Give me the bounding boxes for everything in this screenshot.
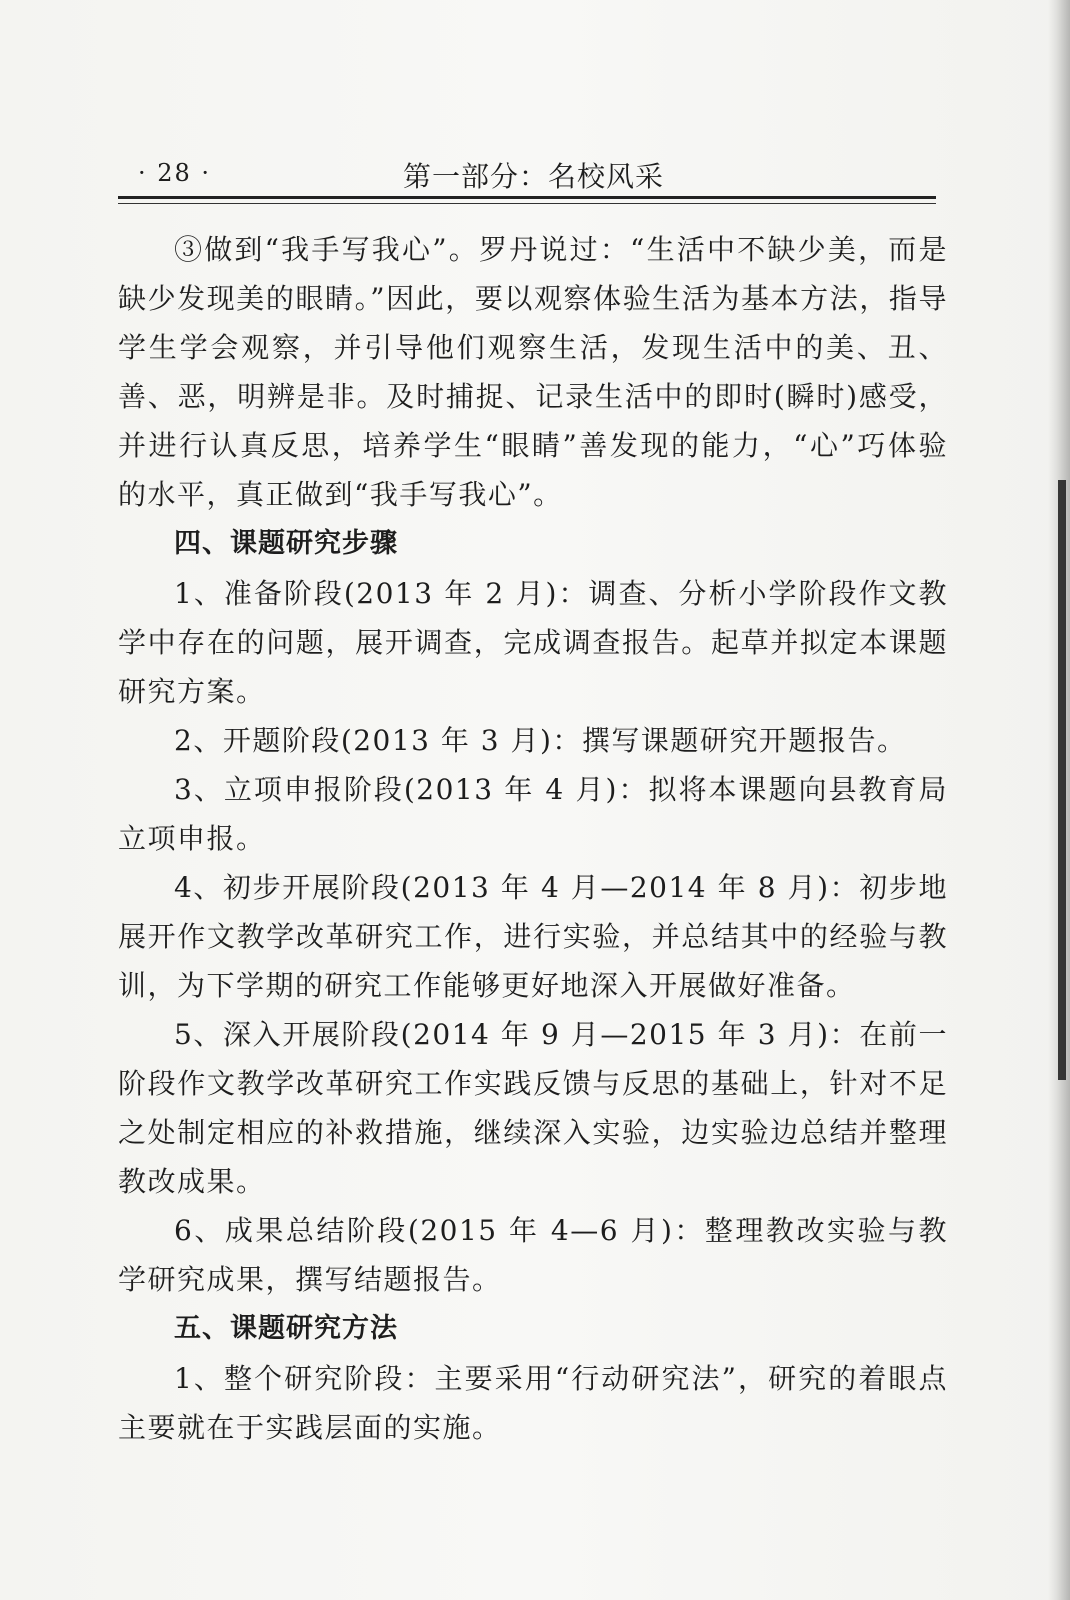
step-6: 6、成果总结阶段(2015 年 4—6 月)：整理教改实验与教学研究成果，撰写结题报告。 [118,1214,948,1296]
step-4: 4、初步开展阶段(2013 年 4 月—2014 年 8 月)：初步地展开作文教学改革研究工作，进行实验，并总结其中的经验与教训，为下学期的研究工作能够更好地深入开展做好准备。 [118,871,948,1002]
page-binding-edge [1058,480,1066,1080]
step-1: 1、准备阶段(2013 年 2 月)：调查、分析小学阶段作文教学中存在的问题，展开调查，完成调查报告。起草并拟定本课题研究方案。 [118,577,948,708]
header-rule-thick [118,196,936,199]
running-title: 第一部分：名校风采 [403,160,665,193]
method-1: 1、整个研究阶段：主要采用“行动研究法”，研究的着眼点主要就在于实践层面的实施。 [118,1362,948,1444]
section-heading-5: 五、课题研究方法 [174,1313,398,1344]
section-heading-4: 四、课题研究步骤 [174,528,398,559]
page-header [118,155,936,191]
step-2: 2、开题阶段(2013 年 3 月)：撰写课题研究开题报告。 [174,724,907,757]
step-3: 3、立项申报阶段(2013 年 4 月)：拟将本课题向县教育局立项申报。 [118,773,948,855]
paragraph-point-3: ③做到“我手写我心”。罗丹说过：“生活中不缺少美，而是缺少发现美的眼睛。”因此，要以观察体验生活为基本方法，指导学生学会观察，并引导他们观察生活，发现生活中的美、丑、善、恶，明辨是非。及时捕捉、记录生活中的即时(瞬时)感受，并进行认真反思，培养学生“眼睛”善发现的能力，“心”巧体验的水平，真正做到“我手写我心”。 [118,233,948,511]
header-rule-thin [118,203,936,204]
step-5: 5、深入开展阶段(2014 年 9 月—2015 年 3 月)：在前一阶段作文教学改革研究工作实践反馈与反思的基础上，针对不足之处制定相应的补救措施，继续深入实验，边实验边总结并整理教改成果。 [118,1018,948,1198]
page-number: · 28 · [138,159,212,187]
body-text [118,225,948,1452]
